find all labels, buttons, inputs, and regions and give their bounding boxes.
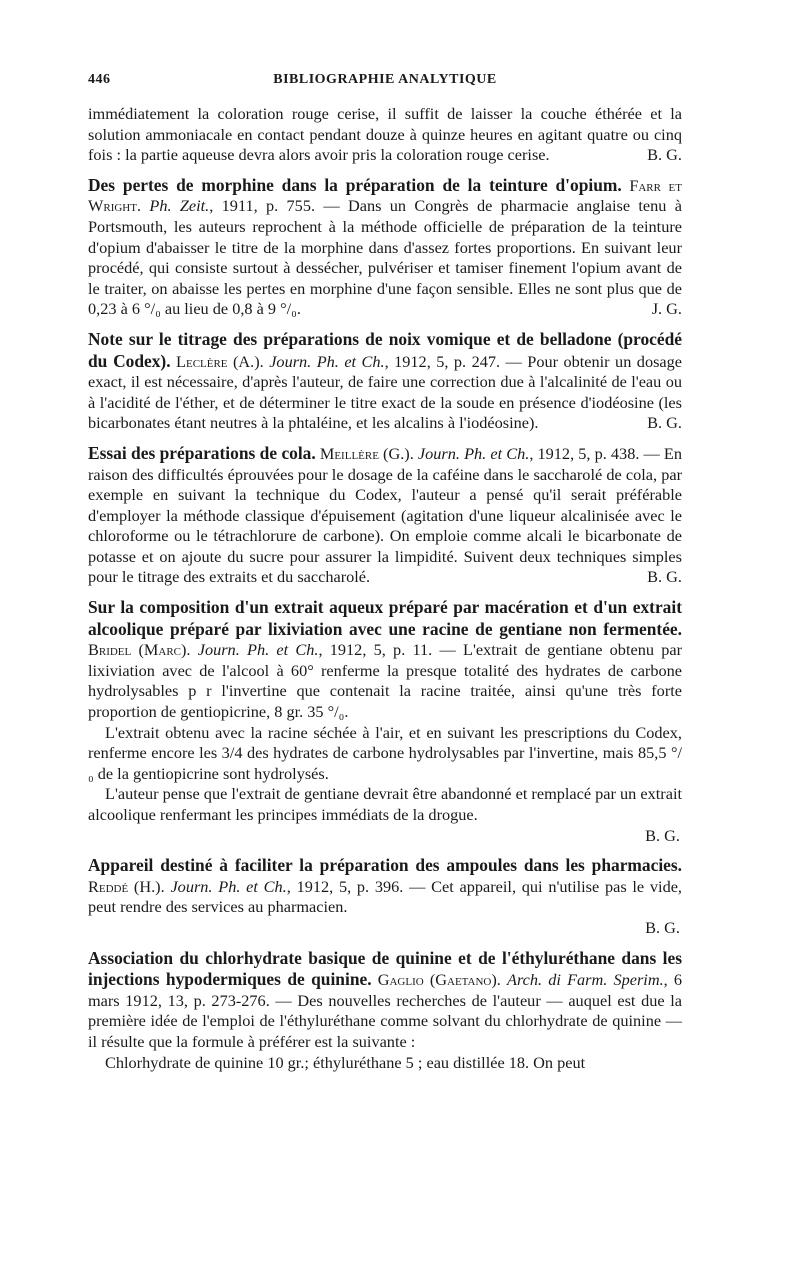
entry-title: Essai des préparations de cola. [88, 442, 316, 463]
entry-title: Appareil destiné à faciliter la préparation des ampoules dans les pharmacies. [88, 855, 682, 876]
entry-initials: B. G. [645, 917, 680, 937]
entry-body: Des nouvelles recherches de l'auteur — auquel est due la première idée de l'emploi de l'éthyluréthane comme solvant du chlorhydrate de quinine — il résulte que la formule à préférer est la suivante : [88, 990, 683, 1051]
entry-authors: Leclère (A.). [176, 351, 264, 371]
entry-title: Note sur le titrage des préparations de noix vomique et de belladone (procédé du Codex). [88, 328, 682, 371]
entry-initials: J. G. [651, 299, 682, 319]
page [88, 72, 682, 1073]
entry-reference: , 1912, 5, p. 438. — [529, 443, 660, 463]
entry-authors: Bridel (Marc). [88, 640, 191, 660]
entry-authors: Meillère (G.). [319, 443, 414, 463]
entry-authors: Reddé (H.). [88, 876, 165, 896]
entry-paragraph: Chlorhydrate de quinine 10 gr.; éthyluréthane 5 ; eau distillée 18. On peut [105, 1052, 586, 1072]
entry-reference: , 1912, 5, p. 396. — [286, 876, 426, 896]
entry-body: L'extrait de gentiane obtenu par lixiviation avec de l'alcool à 60° renferme la presque totalité des hydrates de carbone hydrolysables p r l'invertine que contenait la racine traitée, ainsi qu'une très forte proportion de gentiopicrine, 8 gr. 35 °/₀. [88, 640, 682, 722]
page-header [88, 72, 682, 88]
entry-reference: , 1911, p. 755. — [209, 196, 340, 216]
running-title: BIBLIOGRAPHIE ANALYTIQUE [273, 72, 497, 87]
entry-ampoules [88, 855, 682, 938]
entry-body: Cet appareil, qui n'utilise pas le vide, peut rendre des services au pharmacien. [88, 876, 683, 917]
entry-body: En raison des difficultés éprouvées pour le dosage de la caféine dans le saccharolé de cola, par exemple en suivant la technique du Codex, l'auteur a pensé qu'il serait préférable d'employer la méthode classique d'épuisement (agitation d'une liqueur alcalinisée avec le chloroforme ou le tétrachlorure de carbone). On emploie comme alcali le bicarbonate de potasse et on ajoute du sucre pour assurer la limpidité. Suivent deux techniques simples pour le titrage des extraits et du saccharolé. [88, 443, 682, 587]
entry-journal: Journ. Ph. et Ch. [269, 351, 385, 371]
entry-reference: , 1912, 5, p. 247. — [384, 351, 522, 371]
entry-initials: B. G. [647, 567, 682, 587]
entry-paragraph: L'auteur pense que l'extrait de gentiane devrait être abandonné et remplacé par un extrait alcoolique renfermant les principes immédiats de la drogue. [88, 784, 682, 824]
entry-authors: Gaglio (Gaetano). [377, 970, 501, 990]
entry-initials: B. G. [647, 145, 682, 165]
entry-journal: Journ. Ph. et Ch. [170, 876, 287, 896]
entry-cola [88, 443, 682, 588]
entry-body: Dans un Congrès de pharmacie anglaise tenu à Portsmouth, les auteurs reprochent à la méthode officielle de préparation de la teinture d'opium d'abaisser le titre de la morphine dans d'assez fortes proportions. En suivant leur procédé, qui consiste surtout à dessécher, pulvériser et tamiser finement l'opium avant de le traiter, on abaisse les pertes en morphine d'une façon sensible. Elles ne sont plus que de 0,23 à 6 °/₀ au lieu de 0,8 à 9 °/₀. [88, 196, 682, 319]
entry-paragraph: L'extrait obtenu avec la racine séchée à l'air, et en suivant les prescriptions du Codex, renferme encore les 3/4 des hydrates de carbone hydrolysables par l'invertine, mais 85,5 °/₀ de la gentiopicrine sont hydrolysés. [88, 722, 682, 783]
entry-continuation [88, 104, 682, 166]
entry-journal: Journ. Ph. et Ch. [417, 443, 530, 463]
entry-journal: Ph. Zeit. [149, 196, 210, 216]
entry-title: Association du chlorhydrate basique de quinine et de l'éthyluréthane dans les injections hypodermiques de quinine. [88, 947, 682, 990]
entry-noix-vomique [88, 329, 682, 434]
entry-body: immédiatement la coloration rouge cerise, il suffit de laisser la couche éthérée et la solution ammoniacale en contact pendant douze à quinze heures en agitant quatre ou cinq fois : la partie aqueuse devra alors avoir pris la coloration rouge cerise. [88, 104, 682, 165]
entry-journal: Arch. di Farm. Sperim. [507, 970, 664, 990]
entry-title: Sur la composition d'un extrait aqueux préparé par macération et d'un extrait alcoolique préparé par lixiviation avec une racine de gentiane non fermentée. [88, 597, 682, 639]
entry-gentiane [88, 597, 682, 846]
entry-reference: , 6 mars 1912, 13, p. 273-276. — [88, 970, 683, 1010]
entry-initials: B. G. [645, 825, 680, 845]
entry-initials: B. G. [647, 413, 682, 433]
entry-reference: , 1912, 5, p. 11. — [318, 640, 456, 660]
entry-title: Des pertes de morphine dans la préparation de la teinture d'opium. [88, 174, 622, 195]
entry-authors: Farr et Wright. [88, 175, 682, 216]
page-number: 446 [88, 72, 111, 87]
entry-opium [88, 175, 682, 320]
entry-journal: Journ. Ph. et Ch. [197, 640, 319, 660]
entry-body: Pour obtenir un dosage exact, il est nécessaire, d'après l'auteur, de faire une correction due à l'alcalinité de l'eau ou à l'acidité de l'éther, et de déterminer le titre exact de la soude en présence d'iodéosine (les bicarbonates étant neutres à la phtaléine, et les alcalins à l'iodéosine). [88, 351, 683, 433]
entry-quinine [88, 948, 682, 1074]
